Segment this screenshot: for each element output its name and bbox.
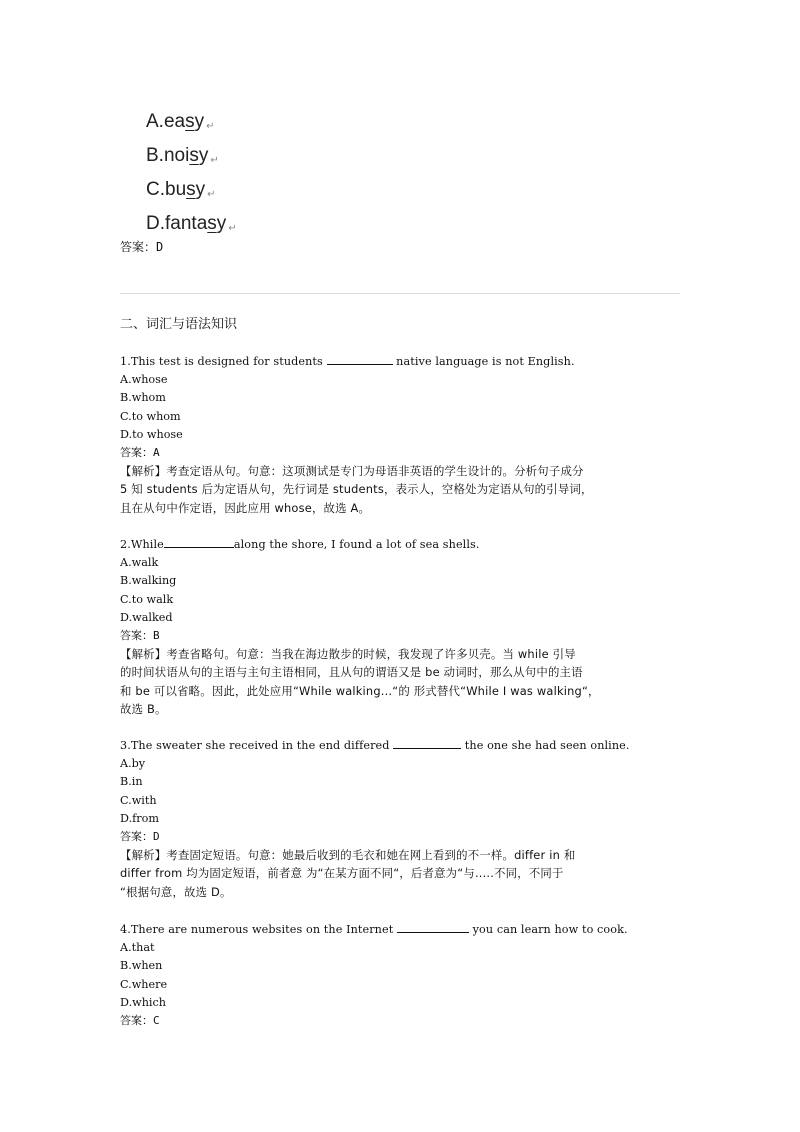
option-d: D.walked: [120, 610, 173, 624]
paragraph-mark-icon: ↵: [210, 155, 219, 166]
question-1: [120, 353, 685, 517]
option-d: D.which: [120, 995, 166, 1009]
paragraph-mark-icon: ↵: [206, 121, 215, 132]
answer-blank: [393, 747, 461, 749]
explanation-line: 5 知 students 后为定语从句，先行词是 students，表示人，空格处为定语从句的引导词，: [120, 482, 593, 497]
explanation-line: “根据句意，故选 D。: [120, 884, 232, 899]
question-stem: 3.The sweater she received in the end differed the one she had seen online.: [120, 739, 630, 752]
option-a: A.easy ↵: [146, 111, 215, 132]
explanation-line: 和 be 可以省略。因此，此处应用“While walking...“的 形式替代“While I was walking“，: [120, 683, 600, 698]
paragraph-mark-icon: ↵: [228, 223, 237, 234]
answer-blank: [397, 931, 469, 933]
explanation-line: 【解析】考查定语从句。句意：这项测试是专门为母语非英语的学生设计的。分析句子成分: [120, 464, 584, 479]
option-d: D.fantasy ↵: [146, 213, 237, 234]
option-b: B.when: [120, 959, 163, 973]
option-c: C.busy ↵: [146, 179, 216, 200]
explanation-line: differ from 均为固定短语，前者意 为“在某方面不同“，后者意为“与.....不同，不同于: [120, 866, 564, 881]
answer: 答案：D: [120, 829, 160, 843]
explanation-line: 【解析】考查固定短语。句意：她最后收到的毛衣和她在网上看到的不一样。differ in 和: [120, 848, 576, 863]
answer: 答案：B: [120, 628, 160, 642]
question-2: [120, 536, 685, 718]
option-a: A.by: [120, 757, 146, 771]
option-d: D.to whose: [120, 427, 183, 441]
answer-blank: [164, 546, 234, 548]
option-a: A.that: [120, 941, 155, 955]
question-3: [120, 737, 685, 901]
paragraph-mark-icon: ↵: [207, 189, 216, 200]
option-c: C.to whom: [120, 409, 181, 423]
answer: 答案：C: [120, 1013, 160, 1027]
option-b: B.in: [120, 775, 143, 789]
previous-answer: 答案：D: [120, 240, 164, 254]
question-4: [120, 921, 685, 1030]
question-stem: 4.There are numerous websites on the Internet you can learn how to cook.: [120, 923, 628, 936]
answer-blank: [327, 363, 393, 365]
answer: 答案：A: [120, 445, 160, 459]
explanation-line: 故选 B。: [120, 701, 167, 716]
previous-question-options: [146, 108, 237, 244]
explanation-line: 且在从句中作定语，因此应用 whose，故选 A。: [120, 500, 371, 515]
option-d: D.from: [120, 811, 159, 825]
option-b: B.noisy ↵: [146, 145, 219, 166]
option-c: C.to walk: [120, 592, 174, 606]
section-title: 二、词汇与语法知识: [120, 317, 238, 332]
explanation-line: 【解析】考查省略句。句意：当我在海边散步的时候，我发现了许多贝壳。当 while 引导: [120, 647, 576, 662]
question-stem: 2.While along the shore, I found a lot of sea shells.: [120, 538, 480, 551]
option-a: A.walk: [120, 556, 159, 570]
explanation-line: 的时间状语从句的主语与主句主语相同，且从句的谓语又是 be 动词时，那么从句中的主语: [120, 665, 583, 680]
option-c: C.with: [120, 793, 157, 807]
option-a: A.whose: [120, 373, 168, 387]
question-stem: 1.This test is designed for students native language is not English.: [120, 355, 575, 368]
option-c: C.where: [120, 977, 168, 991]
option-b: B.walking: [120, 574, 177, 588]
section-divider: [120, 293, 680, 294]
option-b: B.whom: [120, 391, 166, 405]
